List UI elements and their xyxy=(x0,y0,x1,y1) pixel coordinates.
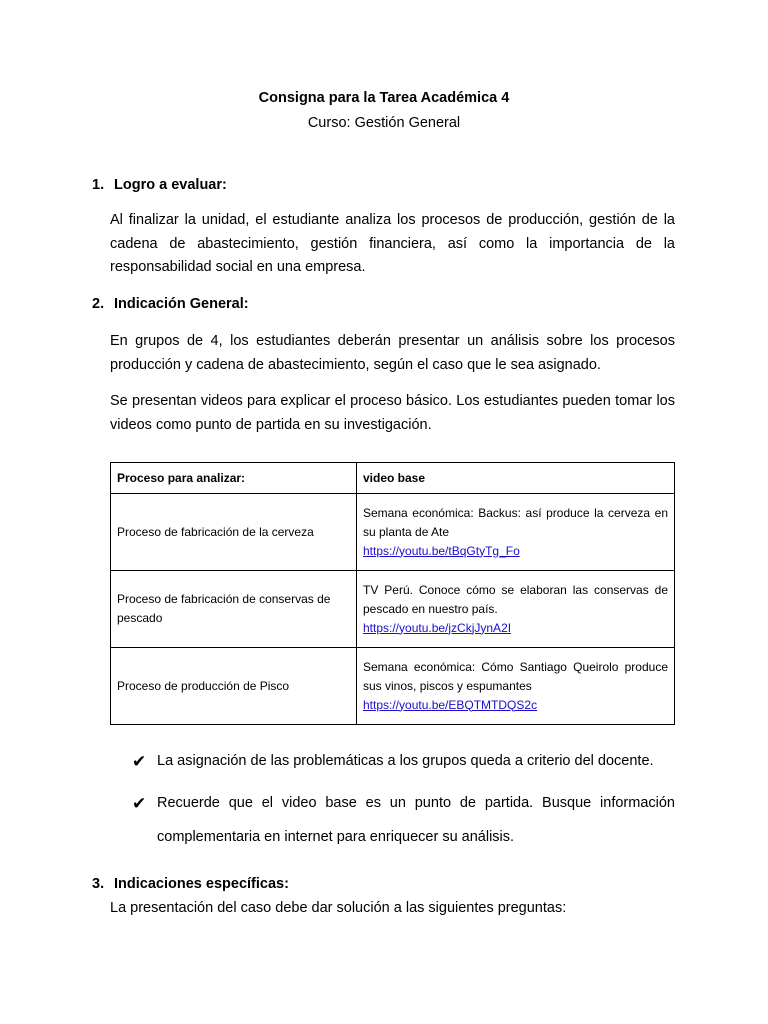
table-row xyxy=(111,571,675,648)
video-description: Semana económica: Cómo Santiago Queirolo produce sus vinos, piscos y espumantes xyxy=(363,659,668,693)
page-title: Consigna para la Tarea Académica 4 xyxy=(258,90,510,106)
table-cell-video xyxy=(357,648,675,725)
table-cell-process: Proceso de producción de Pisco xyxy=(111,648,357,725)
table-cell-video xyxy=(357,494,675,571)
section-2-title: Indicación General: xyxy=(114,296,249,312)
section-2-number: 2. xyxy=(92,296,105,312)
section-3-heading xyxy=(92,876,289,892)
table-cell-process: Proceso de fabricación de conservas de pescado xyxy=(111,571,357,648)
video-description: Semana económica: Backus: así produce la cerveza en su planta de Ate xyxy=(363,505,668,539)
section-2-paragraph-2: Se presentan videos para explicar el proceso básico. Los estudiantes pueden tomar los videos como punto de partida en su investigación. xyxy=(110,393,675,433)
section-3-title: Indicaciones específicas: xyxy=(114,876,289,892)
section-1-title: Logro a evaluar: xyxy=(114,177,227,193)
table-header-process: Proceso para analizar: xyxy=(111,463,357,494)
process-video-table xyxy=(110,462,675,725)
checklist-item-text: Recuerde que el video base es un punto de partida. Busque información complementaria en internet para enriquecer su análisis. xyxy=(157,795,675,845)
table-row xyxy=(111,494,675,571)
section-1-heading xyxy=(92,177,227,193)
table-header-video: video base xyxy=(357,463,675,494)
table-row xyxy=(111,648,675,725)
table-cell-video xyxy=(357,571,675,648)
section-1-paragraph: Al finalizar la unidad, el estudiante analiza los procesos de producción, gestión de la cadena de abastecimiento, gestión financiera, así como la importancia de la responsabilidad social en una empresa. xyxy=(110,212,675,275)
table-header-row xyxy=(111,463,675,494)
checkmark-icon: ✔ xyxy=(132,752,147,771)
video-description: TV Perú. Conoce cómo se elaboran las conservas de pescado en nuestro país. xyxy=(363,582,668,616)
video-link[interactable]: https://youtu.be/tBqGtyTg_Fo xyxy=(363,543,520,558)
section-3-number: 3. xyxy=(92,876,105,892)
section-2-paragraph-1: En grupos de 4, los estudiantes deberán presentar un análisis sobre los procesos producción y cadena de abastecimiento, según el caso que le sea asignado. xyxy=(110,333,675,373)
video-link[interactable]: https://youtu.be/jzCkjJynA2I xyxy=(363,620,512,635)
section-3-paragraph: La presentación del caso debe dar solución a las siguientes preguntas: xyxy=(110,900,567,916)
course-subtitle: Curso: Gestión General xyxy=(307,115,461,131)
checkmark-icon: ✔ xyxy=(132,794,147,813)
video-link[interactable]: https://youtu.be/EBQTMTDQS2c xyxy=(363,697,538,712)
section-1-number: 1. xyxy=(92,177,105,193)
checklist-item-text: La asignación de las problemáticas a los grupos queda a criterio del docente. xyxy=(157,753,654,769)
section-2-heading xyxy=(92,296,249,312)
table-cell-process: Proceso de fabricación de la cerveza xyxy=(111,494,357,571)
